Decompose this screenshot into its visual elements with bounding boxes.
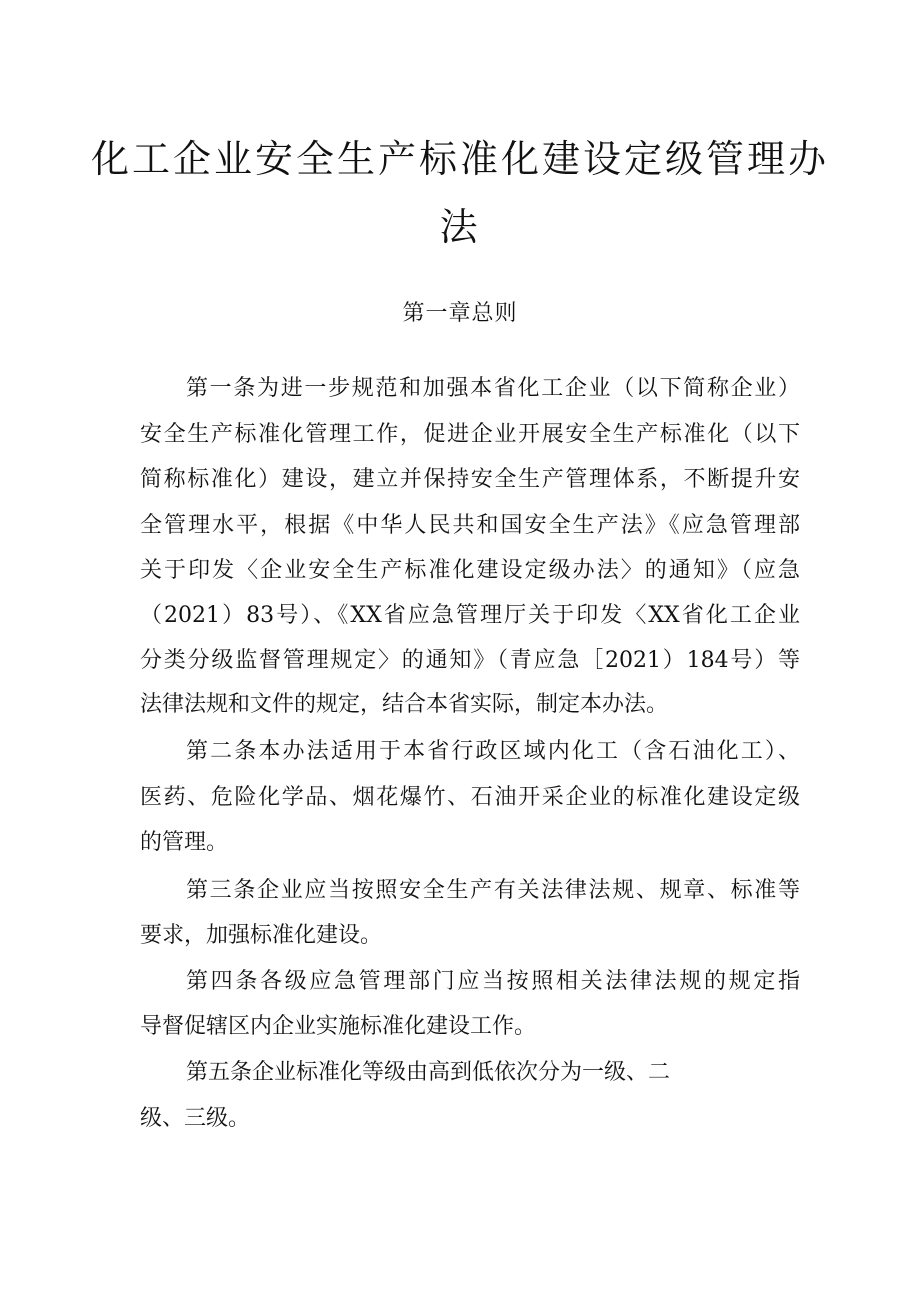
paragraph-line: 第五条企业标准化等级由高到低依次分为一级、二 — [186, 1060, 671, 1085]
paragraph-line: 医药、危险化学品、烟花爆竹、石油开采企业的标准化建设定级 — [140, 785, 800, 810]
paragraph-line: 第四条各级应急管理部门应当按照相关法律法规的规定指 — [186, 969, 800, 994]
paragraph-line: 的管理。 — [140, 830, 229, 855]
paragraph-line: 级、三级。 — [140, 1106, 251, 1131]
paragraph-line: （2021）83号）、《XX省应急管理厅关于印发〈XX省化工企业 — [140, 603, 800, 628]
paragraph-line: 导督促辖区内企业实施标准化建设工作。 — [140, 1014, 537, 1039]
paragraph-line: 要求，加强标准化建设。 — [140, 923, 383, 948]
paragraph-line: 法律法规和文件的规定，结合本省实际，制定本办法。 — [140, 692, 669, 717]
paragraph-line: 安全生产标准化管理工作，促进企业开展安全生产标准化（以下 — [140, 422, 800, 447]
paragraph-line: 第二条本办法适用于本省行政区域内化工（含石油化工）、 — [186, 739, 800, 764]
paragraph-line: 分类分级监督管理规定〉的通知》（青应急［2021）184号）等 — [140, 648, 800, 673]
chapter-heading: 第一章总则 — [402, 301, 518, 326]
document-title-line-2: 法 — [439, 205, 481, 249]
paragraph-line: 第三条企业应当按照安全生产有关法律法规、规章、标准等 — [186, 878, 800, 903]
paragraph-line: 全管理水平，根据《中华人民共和国安全生产法》《应急管理部 — [140, 513, 800, 538]
paragraph-line: 简称标准化）建设，建立并保持安全生产管理体系，不断提升安 — [140, 467, 800, 492]
paragraph-line: 关于印发〈企业安全生产标准化建设定级办法〉的通知》（应急 — [140, 558, 800, 583]
paragraph-line: 第一条为进一步规范和加强本省化工企业（以下简称企业） — [186, 376, 800, 401]
document-title-line-1: 化工企业安全生产标准化建设定级管理办 — [90, 137, 829, 181]
